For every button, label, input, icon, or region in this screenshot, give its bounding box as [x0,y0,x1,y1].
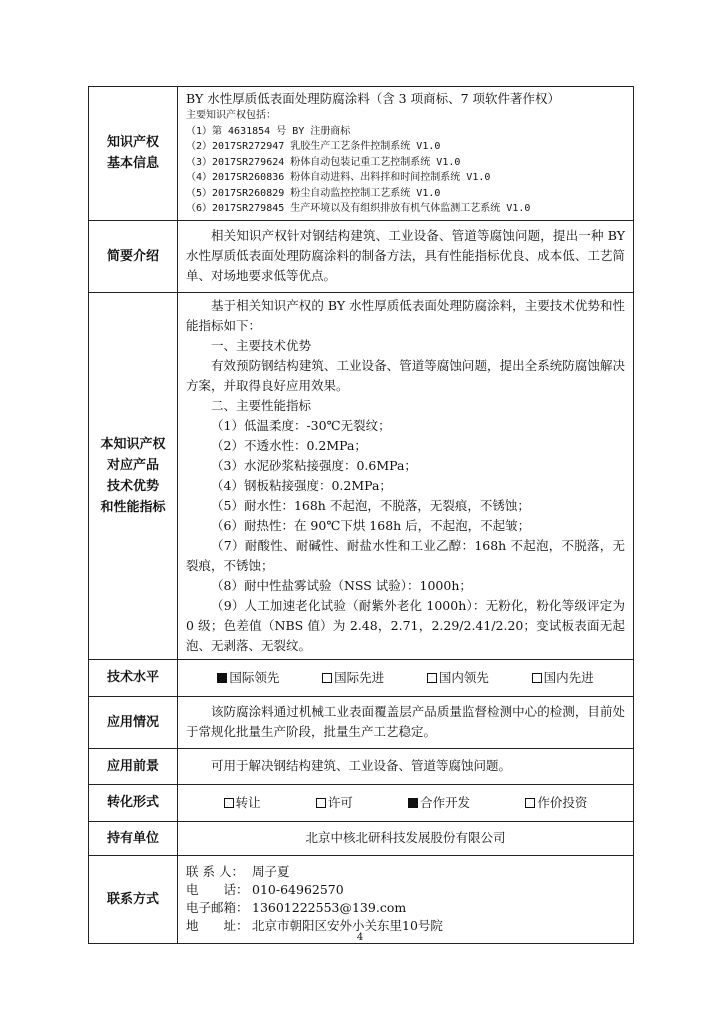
metric-item: （1）低温柔度：-30℃无裂纹； [211,417,391,433]
ip-item: （3）2017SR279624 粉体自动包装记重工艺控制系统 V1.0 [186,156,461,168]
prospect-text: 可用于解决钢结构建筑、工业设备、管道等腐蚀问题。 [211,758,512,773]
contact-address: 地 址： 北京市朝阳区安外小关东里10号院 [186,918,443,933]
checkbox-icon[interactable] [316,798,326,808]
row-transfer [89,784,634,821]
summary-text: 相关知识产权针对钢结构建筑、工业设备、管道等腐蚀问题，提出一种 BY 水性厚质低表面处理防腐涂料的制备方法，具有性能指标优良、成本低、工艺简单、对场地要求低等优点。 [186,228,625,283]
content-advantages [178,292,634,659]
tech-level-option[interactable]: 国际先进 [322,668,384,688]
tech-level-options [186,668,625,688]
transfer-option[interactable]: 许可 [316,793,353,813]
metric-item: （6）耐热性：在 90℃下烘 168h 后，不起泡，不起皱； [211,517,531,533]
checkbox-icon[interactable] [408,798,418,808]
ip-item: （5）2017SR260829 粉尘自动监控控制工艺系统 V1.0 [186,187,441,199]
contact-phone: 电 话： 010-64962570 [186,882,344,897]
label-application: 应用情况 [89,696,178,748]
metric-item: （3）水泥砂浆粘接强度：0.6MPa； [211,457,417,473]
checkbox-icon[interactable] [224,798,234,808]
page-number: 4 [356,932,364,943]
label-summary: 简要介绍 [89,220,178,292]
row-advantages [89,292,634,659]
label-holder: 持有单位 [89,821,178,855]
row-application [89,696,634,748]
ip-title: BY 水性厚质低表面处理防腐涂料（含 3 项商标、7 项软件著作权） [186,91,561,106]
metric-item: （9）人工加速老化试验（耐紫外老化 1000h）：无粉化，粉化等级评定为 0 级；色差值（NBS 值）为 2.48，2.71，2.29/2.41/2.20；变试板表面无起泡、无剥落、无裂纹。 [186,597,625,653]
content-contact [178,855,634,943]
row-contact [89,855,634,943]
checkbox-icon[interactable] [217,673,227,683]
metric-item: （7）耐酸性、耐碱性、耐盐水性和工业乙醇：168h 不起泡，不脱落，无裂痕，不锈蚀； [186,537,625,573]
content-transfer [178,784,634,821]
transfer-options [186,793,625,813]
checkbox-icon[interactable] [427,673,437,683]
transfer-option[interactable]: 合作开发 [408,793,470,813]
tech-level-option[interactable]: 国内领先 [427,668,489,688]
row-prospect [89,748,634,784]
metric-item: （2）不透水性：0.2MPa； [211,437,367,453]
metric-item: （5）耐水性：168h 不起泡，不脱落，无裂痕，不锈蚀； [211,497,530,513]
checkbox-icon[interactable] [322,673,332,683]
content-prospect [178,748,634,784]
content-summary [178,220,634,292]
metric-item: （8）耐中性盐雾试验（NSS 试验）：1000h； [211,577,472,593]
contact-email: 电子邮箱： 13601222553@139.com [186,900,407,915]
metric-item: （4）钢板粘接强度：0.2MPa； [211,477,392,493]
tech-level-option[interactable]: 国内先进 [532,668,594,688]
advantages-heading-2: 二、主要性能指标 [211,397,312,413]
application-text: 该防腐涂料通过机械工业表面覆盖层产品质量监督检测中心的检测，目前处于常规化批量生产阶段，批量生产工艺稳定。 [186,704,625,739]
content-application [178,696,634,748]
row-holder [89,821,634,855]
label-transfer: 转化形式 [89,784,178,821]
row-tech-level [89,659,634,696]
content-tech-level [178,659,634,696]
ip-item: （4）2017SR260836 粉体自动进料、出料拌和时间控制系统 V1.0 [186,172,491,183]
ip-item: （6）2017SR279845 生产环境以及有组织排放有机气体监测工艺系统 V1.0 [186,203,531,214]
ip-item: （1）第 4631854 号 BY 注册商标 [186,125,351,137]
ip-info-table [88,86,634,944]
transfer-option[interactable]: 作价投资 [525,793,587,813]
advantages-text: 有效预防钢结构建筑、工业设备、管道等腐蚀问题，提出全系统防腐蚀解决方案，并取得良好应用效果。 [186,357,625,393]
holder-name: 北京中核北研科技发展股份有限公司 [178,821,634,855]
advantages-heading-1: 一、主要技术优势 [211,337,312,353]
contact-person: 联 系 人： 周子夏 [186,864,290,879]
content-ip-basic [178,87,634,221]
transfer-option[interactable]: 转让 [224,793,261,813]
row-summary [89,220,634,292]
ip-intro: 主要知识产权包括： [186,110,276,121]
ip-item: （2）2017SR272947 乳胶生产工艺条件控制系统 V1.0 [186,141,441,152]
checkbox-icon[interactable] [532,673,542,683]
advantages-intro: 基于相关知识产权的 BY 水性厚质低表面处理防腐涂料，主要技术优势和性能指标如下： [186,297,625,333]
label-tech-level: 技术水平 [89,659,178,696]
label-contact: 联系方式 [89,855,178,943]
row-ip-basic [89,87,634,221]
label-ip-basic: 知识产权 基本信息 [89,87,178,221]
checkbox-icon[interactable] [525,798,535,808]
label-prospect: 应用前景 [89,748,178,784]
label-advantages: 本知识产权 对应产品 技术优势 和性能指标 [89,292,178,659]
tech-level-option[interactable]: 国际领先 [217,668,279,688]
